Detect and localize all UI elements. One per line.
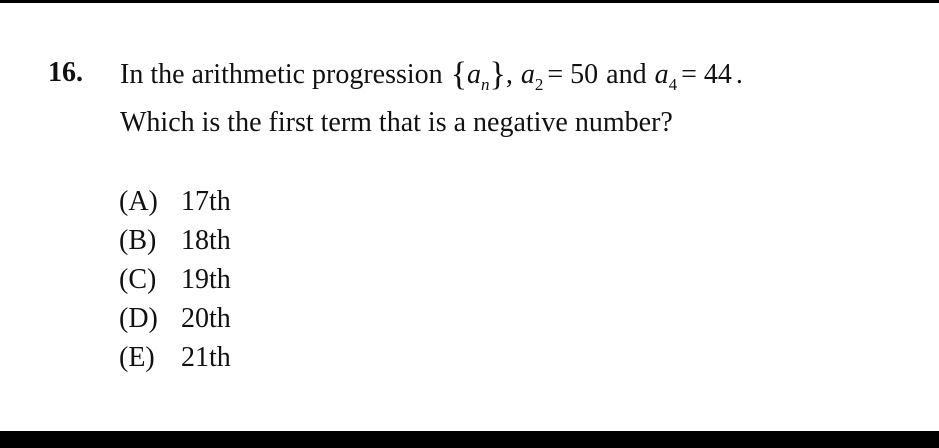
option-letter: (D) [119,303,158,334]
conjunction: and [606,59,647,90]
option-a[interactable] [119,182,231,221]
bottom-bar [0,431,939,448]
question-number: 16. [48,57,83,88]
term2-equation: = 44 [681,59,732,90]
option-text: 18th [181,225,231,256]
option-c[interactable] [119,260,231,299]
option-letter: (E) [119,342,155,373]
question-page [0,3,939,431]
question-prompt: Which is the first term that is a negative number? [120,107,673,138]
option-text: 20th [181,303,231,334]
question-statement [120,55,743,96]
sequence-variable: a [467,59,482,90]
option-text: 17th [181,186,231,217]
option-letter: (C) [119,264,157,295]
option-text: 21th [181,342,231,373]
term2-index: 4 [668,75,678,94]
close-brace-symbol: } [489,56,506,93]
option-d[interactable] [119,299,231,338]
term1-index: 2 [534,75,544,94]
option-e[interactable] [119,338,231,377]
sequence-index: n [481,75,490,94]
option-letter: (B) [119,225,157,256]
period: . [735,59,743,90]
option-b[interactable] [119,221,231,260]
comma: , [505,59,513,90]
option-text: 19th [181,264,231,295]
question-intro: In the arithmetic progression [120,59,443,90]
open-brace-symbol: { [450,56,468,93]
term1-equation: = 50 [547,59,599,90]
term2-variable: a [654,59,669,90]
answer-options [119,182,231,377]
option-letter: (A) [119,186,158,217]
term1-variable: a [520,59,535,90]
